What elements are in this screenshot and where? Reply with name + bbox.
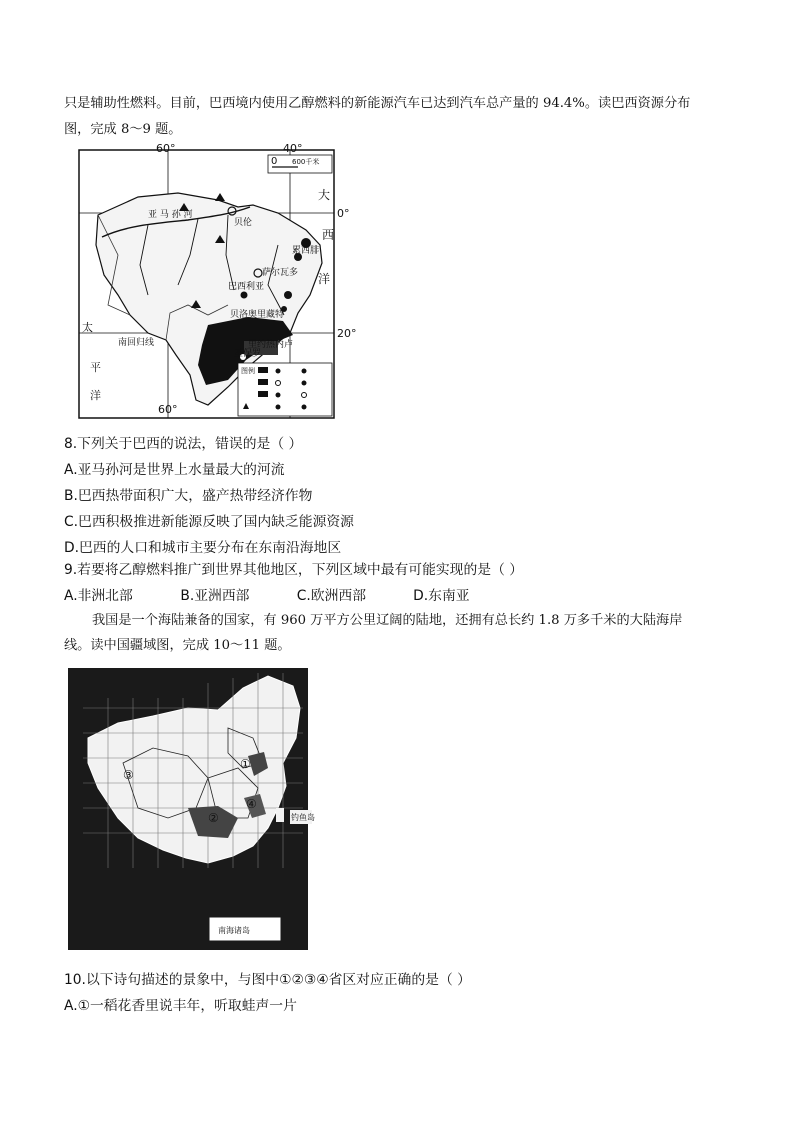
intro-line-2: 图，完成 8～9 题。 (64, 122, 182, 137)
ocean-west-3: 洋 (90, 389, 101, 402)
ocean-east-1: 大 (318, 188, 331, 202)
province-1: ① (240, 757, 251, 771)
ocean-east-2: 西 (322, 228, 335, 242)
city-brasilia: 巴西利亚 (228, 282, 265, 292)
q9-option-a[interactable]: A.非洲北部 (64, 588, 133, 604)
province-4: ④ (246, 797, 257, 811)
intro2-line-1: 我国是一个海陆兼备的国家，有 960 万平方公里辽阔的陆地，还拥有总长约 1.8 万多千米的大陆海岸 (92, 613, 683, 628)
lon-40-top: 40° (283, 142, 303, 155)
diaoyu-island-label: 钓鱼岛 (291, 813, 315, 822)
q9-option-c[interactable]: C.欧洲西部 (296, 588, 366, 604)
tropic-label: 南回归线 (118, 338, 155, 348)
ocean-west-1: 太 (82, 321, 93, 334)
intro-line-1: 只是辅助性燃料。目前，巴西境内使用乙醇燃料的新能源汽车已达到汽车总产量的 94.4%。读巴西资源分布 (64, 96, 691, 111)
q8-option-b[interactable]: B.巴西热带面积广大，盛产热带经济作物 (64, 488, 313, 504)
lat-20: 20° (337, 327, 357, 340)
q9-options (64, 584, 470, 604)
city-bh: 贝洛奥里藏特 (230, 310, 285, 320)
q8-option-c[interactable]: C.巴西积极推进新能源反映了国内缺乏能源资源 (64, 514, 354, 530)
q9-stem: 9.若要将乙醇燃料推广到世界其他地区，下列区域中最有可能实现的是（ ） (64, 562, 524, 578)
q10-stem: 10.以下诗句描述的景象中，与图中①②③④省区对应正确的是（ ） (64, 972, 471, 988)
province-2: ② (208, 811, 219, 825)
q8-option-a[interactable]: A.亚马孙河是世界上水量最大的河流 (64, 462, 285, 478)
q8-option-d[interactable]: D.巴西的人口和城市主要分布在东南沿海地区 (64, 540, 342, 556)
city-belem: 贝伦 (234, 218, 253, 228)
q8-stem: 8.下列关于巴西的说法，错误的是（ ） (64, 436, 303, 452)
lon-60-bottom: 60° (158, 403, 178, 416)
q10-option-a[interactable]: A.①一稻花香里说丰年，听取蛙声一片 (64, 998, 297, 1014)
china-territory-map (68, 668, 315, 950)
city-sp: 圣保罗 (234, 349, 262, 359)
city-recife: 累西腓 (292, 246, 320, 256)
city-rio: 里约热内卢 (248, 340, 294, 350)
city-salvador: 萨尔瓦多 (262, 268, 299, 278)
q9-option-b[interactable]: B.亚洲西部 (180, 588, 250, 604)
scale-zero: 0 (271, 156, 278, 167)
brazil-resource-map (78, 142, 357, 420)
legend-title: 图例 (241, 367, 255, 375)
province-3: ③ (123, 768, 134, 782)
lat-0: 0° (337, 207, 350, 220)
intro2-line-2: 线。读中国疆域图，完成 10～11 题。 (64, 638, 291, 653)
amazon-river-label: 亚 马 孙 河 (148, 210, 193, 220)
ocean-west-2: 平 (90, 361, 101, 374)
south-china-sea-inset: 南海诸岛 (218, 926, 250, 935)
lon-60-top: 60° (156, 142, 176, 155)
q9-option-d[interactable]: D.东南亚 (413, 588, 470, 604)
ocean-east-3: 洋 (318, 272, 331, 286)
scale-text: 600千米 (292, 158, 320, 166)
